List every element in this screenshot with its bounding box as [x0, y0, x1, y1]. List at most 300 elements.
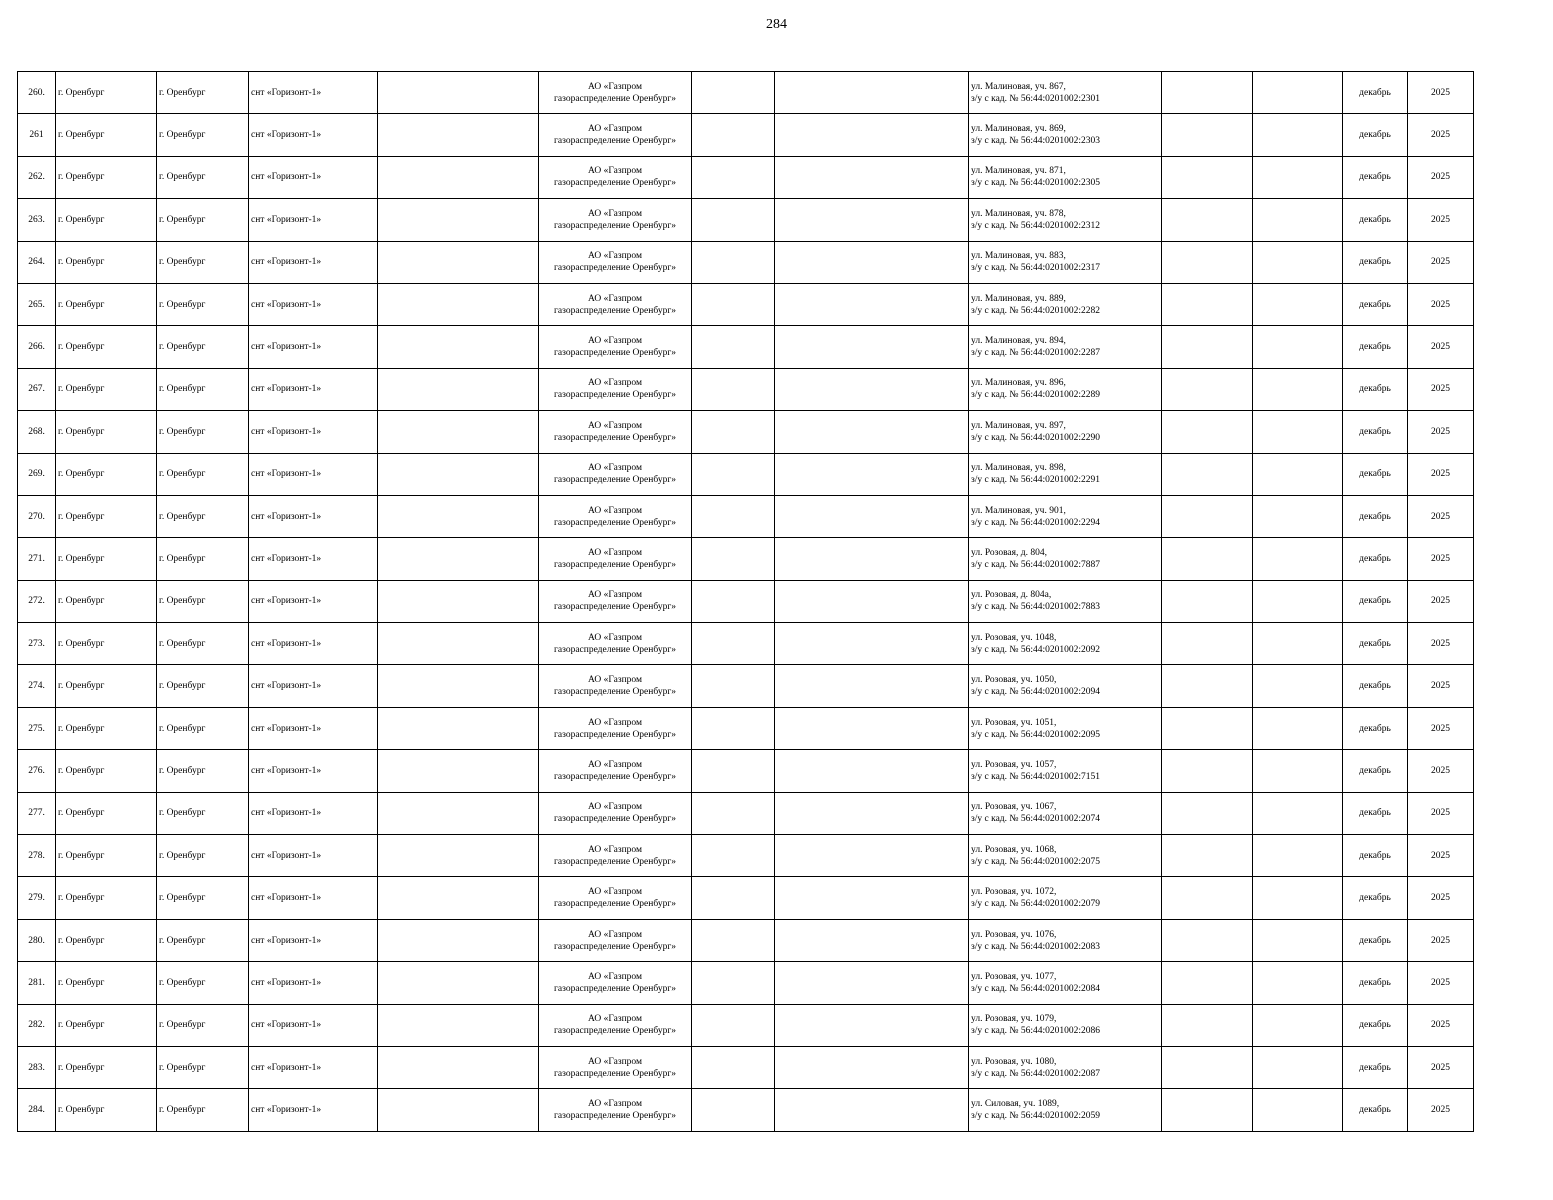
- month-cell: декабрь: [1343, 962, 1408, 1004]
- table-body: [18, 72, 1474, 1132]
- month-cell: декабрь: [1343, 495, 1408, 537]
- month-cell: декабрь: [1343, 368, 1408, 410]
- empty-cell: [378, 1046, 539, 1088]
- year-cell: 2025: [1408, 919, 1474, 961]
- table-row: [18, 495, 1474, 537]
- row-number: 262.: [18, 156, 56, 198]
- year-cell: 2025: [1408, 241, 1474, 283]
- organization-line-2: газораспределение Оренбург»: [554, 517, 676, 528]
- empty-cell: [378, 707, 539, 749]
- empty-cell: [692, 792, 775, 834]
- settlement-cell: снт «Горизонт-1»: [249, 326, 378, 368]
- month-cell: декабрь: [1343, 707, 1408, 749]
- empty-cell: [378, 877, 539, 919]
- empty-cell: [378, 750, 539, 792]
- settlement-cell: снт «Горизонт-1»: [249, 665, 378, 707]
- address-line-2: з/у с кад. № 56:44:0201002:2094: [971, 687, 1100, 698]
- empty-cell: [1253, 156, 1343, 198]
- organization-line-2: газораспределение Оренбург»: [554, 305, 676, 316]
- address-cell: [969, 1089, 1162, 1131]
- organization-line-1: АО «Газпром: [587, 844, 642, 855]
- empty-cell: [1253, 326, 1343, 368]
- address-cell: [969, 495, 1162, 537]
- locality-cell: г. Оренбург: [157, 792, 249, 834]
- locality-cell: г. Оренбург: [157, 623, 249, 665]
- empty-cell: [1253, 623, 1343, 665]
- empty-cell: [1253, 72, 1343, 114]
- empty-cell: [775, 792, 969, 834]
- address-cell: [969, 580, 1162, 622]
- settlement-cell: снт «Горизонт-1»: [249, 411, 378, 453]
- address-cell: [969, 368, 1162, 410]
- settlement-cell: снт «Горизонт-1»: [249, 72, 378, 114]
- empty-cell: [775, 750, 969, 792]
- month-cell: декабрь: [1343, 114, 1408, 156]
- address-line-2: з/у с кад. № 56:44:0201002:2092: [971, 644, 1100, 655]
- month-cell: декабрь: [1343, 241, 1408, 283]
- empty-cell: [378, 792, 539, 834]
- address-cell: [969, 707, 1162, 749]
- district-cell: г. Оренбург: [56, 368, 157, 410]
- year-cell: 2025: [1408, 368, 1474, 410]
- year-cell: 2025: [1408, 114, 1474, 156]
- organization-line-1: АО «Газпром: [587, 759, 642, 770]
- address-line-2: з/у с кад. № 56:44:0201002:7883: [971, 602, 1100, 613]
- settlement-cell: снт «Горизонт-1»: [249, 241, 378, 283]
- month-cell: декабрь: [1343, 72, 1408, 114]
- address-cell: [969, 1004, 1162, 1046]
- empty-cell: [1253, 453, 1343, 495]
- district-cell: г. Оренбург: [56, 623, 157, 665]
- empty-cell: [378, 368, 539, 410]
- empty-cell: [775, 665, 969, 707]
- organization-line-2: газораспределение Оренбург»: [554, 1026, 676, 1037]
- locality-cell: г. Оренбург: [157, 877, 249, 919]
- address-cell: [969, 114, 1162, 156]
- empty-cell: [1162, 411, 1253, 453]
- locality-cell: г. Оренбург: [157, 411, 249, 453]
- organization-line-2: газораспределение Оренбург»: [554, 390, 676, 401]
- organization-cell: [539, 1089, 692, 1131]
- organization-line-1: АО «Газпром: [587, 124, 642, 135]
- organization-line-1: АО «Газпром: [587, 632, 642, 643]
- organization-cell: [539, 877, 692, 919]
- settlement-cell: снт «Горизонт-1»: [249, 1089, 378, 1131]
- year-cell: 2025: [1408, 792, 1474, 834]
- empty-cell: [692, 411, 775, 453]
- row-number: 270.: [18, 495, 56, 537]
- organization-cell: [539, 835, 692, 877]
- empty-cell: [1253, 114, 1343, 156]
- empty-cell: [378, 495, 539, 537]
- empty-cell: [1253, 411, 1343, 453]
- empty-cell: [775, 72, 969, 114]
- district-cell: г. Оренбург: [56, 156, 157, 198]
- organization-line-1: АО «Газпром: [587, 293, 642, 304]
- address-line-1: ул. Розовая, уч. 1048,: [971, 632, 1057, 643]
- empty-cell: [775, 623, 969, 665]
- empty-cell: [378, 1089, 539, 1131]
- row-number: 268.: [18, 411, 56, 453]
- row-number: 277.: [18, 792, 56, 834]
- year-cell: 2025: [1408, 495, 1474, 537]
- row-number: 267.: [18, 368, 56, 410]
- organization-line-1: АО «Газпром: [587, 802, 642, 813]
- month-cell: декабрь: [1343, 453, 1408, 495]
- organization-cell: [539, 326, 692, 368]
- address-cell: [969, 283, 1162, 325]
- empty-cell: [775, 1046, 969, 1088]
- empty-cell: [378, 962, 539, 1004]
- organization-line-2: газораспределение Оренбург»: [554, 136, 676, 147]
- address-cell: [969, 1046, 1162, 1088]
- empty-cell: [692, 1004, 775, 1046]
- empty-cell: [692, 623, 775, 665]
- empty-cell: [692, 241, 775, 283]
- empty-cell: [378, 538, 539, 580]
- settlement-cell: снт «Горизонт-1»: [249, 156, 378, 198]
- organization-cell: [539, 792, 692, 834]
- address-cell: [969, 453, 1162, 495]
- year-cell: 2025: [1408, 326, 1474, 368]
- district-cell: г. Оренбург: [56, 707, 157, 749]
- row-number: 284.: [18, 1089, 56, 1131]
- organization-line-2: газораспределение Оренбург»: [554, 93, 676, 104]
- address-line-1: ул. Розовая, уч. 1076,: [971, 929, 1057, 940]
- settlement-cell: снт «Горизонт-1»: [249, 962, 378, 1004]
- organization-line-1: АО «Газпром: [587, 166, 642, 177]
- locality-cell: г. Оренбург: [157, 114, 249, 156]
- address-cell: [969, 538, 1162, 580]
- empty-cell: [692, 495, 775, 537]
- table-row: [18, 199, 1474, 241]
- address-line-2: з/у с кад. № 56:44:0201002:2086: [971, 1026, 1100, 1037]
- organization-line-1: АО «Газпром: [587, 547, 642, 558]
- month-cell: декабрь: [1343, 835, 1408, 877]
- address-cell: [969, 962, 1162, 1004]
- settlement-cell: снт «Горизонт-1»: [249, 919, 378, 961]
- empty-cell: [1253, 707, 1343, 749]
- address-cell: [969, 877, 1162, 919]
- address-line-1: ул. Розовая, уч. 1067,: [971, 802, 1057, 813]
- address-line-1: ул. Розовая, уч. 1050,: [971, 675, 1057, 686]
- district-cell: г. Оренбург: [56, 1004, 157, 1046]
- organization-line-2: газораспределение Оренбург»: [554, 644, 676, 655]
- row-number: 271.: [18, 538, 56, 580]
- year-cell: 2025: [1408, 156, 1474, 198]
- address-line-2: з/у с кад. № 56:44:0201002:2084: [971, 983, 1100, 994]
- empty-cell: [1162, 495, 1253, 537]
- organization-line-1: АО «Газпром: [587, 463, 642, 474]
- empty-cell: [1162, 453, 1253, 495]
- empty-cell: [692, 156, 775, 198]
- organization-line-1: АО «Газпром: [587, 420, 642, 431]
- locality-cell: г. Оренбург: [157, 72, 249, 114]
- address-cell: [969, 411, 1162, 453]
- table-row: [18, 538, 1474, 580]
- month-cell: декабрь: [1343, 877, 1408, 919]
- page-number: 284: [766, 17, 787, 32]
- district-cell: г. Оренбург: [56, 411, 157, 453]
- locality-cell: г. Оренбург: [157, 1004, 249, 1046]
- empty-cell: [775, 1089, 969, 1131]
- row-number: 269.: [18, 453, 56, 495]
- table-row: [18, 877, 1474, 919]
- organization-line-2: газораспределение Оренбург»: [554, 263, 676, 274]
- empty-cell: [1253, 495, 1343, 537]
- month-cell: декабрь: [1343, 199, 1408, 241]
- locality-cell: г. Оренбург: [157, 750, 249, 792]
- settlement-cell: снт «Горизонт-1»: [249, 453, 378, 495]
- settlement-cell: снт «Горизонт-1»: [249, 538, 378, 580]
- table-row: [18, 750, 1474, 792]
- empty-cell: [1253, 199, 1343, 241]
- address-line-2: з/у с кад. № 56:44:0201002:2317: [971, 263, 1100, 274]
- empty-cell: [1162, 665, 1253, 707]
- empty-cell: [378, 453, 539, 495]
- empty-cell: [1253, 241, 1343, 283]
- empty-cell: [775, 199, 969, 241]
- district-cell: г. Оренбург: [56, 835, 157, 877]
- empty-cell: [692, 665, 775, 707]
- month-cell: декабрь: [1343, 919, 1408, 961]
- district-cell: г. Оренбург: [56, 750, 157, 792]
- empty-cell: [378, 326, 539, 368]
- locality-cell: г. Оренбург: [157, 199, 249, 241]
- settlement-cell: снт «Горизонт-1»: [249, 792, 378, 834]
- table-row: [18, 962, 1474, 1004]
- row-number: 283.: [18, 1046, 56, 1088]
- empty-cell: [692, 199, 775, 241]
- empty-cell: [775, 919, 969, 961]
- organization-line-1: АО «Газпром: [587, 81, 642, 92]
- empty-cell: [1162, 877, 1253, 919]
- table-row: [18, 835, 1474, 877]
- locality-cell: г. Оренбург: [157, 156, 249, 198]
- month-cell: декабрь: [1343, 665, 1408, 707]
- year-cell: 2025: [1408, 707, 1474, 749]
- empty-cell: [378, 411, 539, 453]
- row-number: 279.: [18, 877, 56, 919]
- empty-cell: [1162, 792, 1253, 834]
- address-line-1: ул. Малиновая, уч. 897,: [971, 420, 1066, 431]
- empty-cell: [692, 707, 775, 749]
- organization-line-2: газораспределение Оренбург»: [554, 559, 676, 570]
- month-cell: декабрь: [1343, 750, 1408, 792]
- table-row: [18, 241, 1474, 283]
- empty-cell: [775, 241, 969, 283]
- empty-cell: [775, 962, 969, 1004]
- settlement-cell: снт «Горизонт-1»: [249, 114, 378, 156]
- empty-cell: [775, 835, 969, 877]
- table-row: [18, 1004, 1474, 1046]
- organization-cell: [539, 538, 692, 580]
- empty-cell: [378, 199, 539, 241]
- organization-line-2: газораспределение Оренбург»: [554, 178, 676, 189]
- address-cell: [969, 623, 1162, 665]
- table-row: [18, 411, 1474, 453]
- address-line-1: ул. Розовая, уч. 1079,: [971, 1014, 1057, 1025]
- address-line-2: з/у с кад. № 56:44:0201002:2312: [971, 220, 1100, 231]
- locality-cell: г. Оренбург: [157, 919, 249, 961]
- locality-cell: г. Оренбург: [157, 580, 249, 622]
- empty-cell: [775, 114, 969, 156]
- empty-cell: [378, 241, 539, 283]
- month-cell: декабрь: [1343, 411, 1408, 453]
- empty-cell: [1253, 1089, 1343, 1131]
- organization-cell: [539, 750, 692, 792]
- address-cell: [969, 665, 1162, 707]
- address-line-2: з/у с кад. № 56:44:0201002:2305: [971, 178, 1100, 189]
- empty-cell: [1162, 707, 1253, 749]
- year-cell: 2025: [1408, 835, 1474, 877]
- empty-cell: [378, 919, 539, 961]
- row-number: 273.: [18, 623, 56, 665]
- organization-line-2: газораспределение Оренбург»: [554, 899, 676, 910]
- organization-line-1: АО «Газпром: [587, 887, 642, 898]
- table-row: [18, 156, 1474, 198]
- address-line-1: ул. Розовая, уч. 1051,: [971, 717, 1057, 728]
- address-line-1: ул. Розовая, д. 804а,: [971, 590, 1052, 601]
- month-cell: декабрь: [1343, 580, 1408, 622]
- settlement-cell: снт «Горизонт-1»: [249, 283, 378, 325]
- organization-cell: [539, 72, 692, 114]
- row-number: 266.: [18, 326, 56, 368]
- empty-cell: [775, 1004, 969, 1046]
- organization-line-1: АО «Газпром: [587, 675, 642, 686]
- year-cell: 2025: [1408, 72, 1474, 114]
- organization-line-2: газораспределение Оренбург»: [554, 983, 676, 994]
- year-cell: 2025: [1408, 538, 1474, 580]
- address-line-1: ул. Малиновая, уч. 894,: [971, 336, 1066, 347]
- year-cell: 2025: [1408, 877, 1474, 919]
- month-cell: декабрь: [1343, 326, 1408, 368]
- row-number: 280.: [18, 919, 56, 961]
- empty-cell: [775, 156, 969, 198]
- organization-line-1: АО «Газпром: [587, 1099, 642, 1110]
- month-cell: декабрь: [1343, 283, 1408, 325]
- year-cell: 2025: [1408, 962, 1474, 1004]
- empty-cell: [775, 453, 969, 495]
- organization-line-1: АО «Газпром: [587, 505, 642, 516]
- district-cell: г. Оренбург: [56, 877, 157, 919]
- empty-cell: [378, 283, 539, 325]
- address-line-2: з/у с кад. № 56:44:0201002:2059: [971, 1111, 1100, 1122]
- empty-cell: [1253, 1004, 1343, 1046]
- year-cell: 2025: [1408, 1089, 1474, 1131]
- row-number: 278.: [18, 835, 56, 877]
- address-line-1: ул. Розовая, уч. 1057,: [971, 759, 1057, 770]
- empty-cell: [1162, 72, 1253, 114]
- organization-cell: [539, 962, 692, 1004]
- organization-cell: [539, 156, 692, 198]
- empty-cell: [775, 326, 969, 368]
- table-row: [18, 1046, 1474, 1088]
- organization-line-2: газораспределение Оренбург»: [554, 220, 676, 231]
- year-cell: 2025: [1408, 1004, 1474, 1046]
- empty-cell: [1253, 538, 1343, 580]
- row-number: 263.: [18, 199, 56, 241]
- address-line-2: з/у с кад. № 56:44:0201002:2287: [971, 348, 1100, 359]
- empty-cell: [378, 1004, 539, 1046]
- empty-cell: [775, 538, 969, 580]
- address-line-2: з/у с кад. № 56:44:0201002:2303: [971, 136, 1100, 147]
- address-line-2: з/у с кад. № 56:44:0201002:2095: [971, 729, 1100, 740]
- row-number: 282.: [18, 1004, 56, 1046]
- registry-table: [17, 71, 1474, 1132]
- address-line-1: ул. Розовая, д. 804,: [971, 547, 1047, 558]
- empty-cell: [775, 368, 969, 410]
- month-cell: декабрь: [1343, 1089, 1408, 1131]
- empty-cell: [775, 283, 969, 325]
- organization-cell: [539, 368, 692, 410]
- settlement-cell: снт «Горизонт-1»: [249, 495, 378, 537]
- settlement-cell: снт «Горизонт-1»: [249, 707, 378, 749]
- year-cell: 2025: [1408, 580, 1474, 622]
- address-cell: [969, 835, 1162, 877]
- locality-cell: г. Оренбург: [157, 241, 249, 283]
- address-line-2: з/у с кад. № 56:44:0201002:2282: [971, 305, 1100, 316]
- address-line-2: з/у с кад. № 56:44:0201002:2074: [971, 814, 1100, 825]
- locality-cell: г. Оренбург: [157, 495, 249, 537]
- empty-cell: [378, 835, 539, 877]
- organization-line-2: газораспределение Оренбург»: [554, 771, 676, 782]
- empty-cell: [1253, 877, 1343, 919]
- empty-cell: [1162, 962, 1253, 1004]
- organization-line-1: АО «Газпром: [587, 208, 642, 219]
- empty-cell: [1162, 835, 1253, 877]
- address-line-1: ул. Розовая, уч. 1072,: [971, 887, 1057, 898]
- district-cell: г. Оренбург: [56, 326, 157, 368]
- district-cell: г. Оренбург: [56, 72, 157, 114]
- organization-line-2: газораспределение Оренбург»: [554, 432, 676, 443]
- table-row: [18, 326, 1474, 368]
- organization-cell: [539, 623, 692, 665]
- address-line-2: з/у с кад. № 56:44:0201002:2290: [971, 432, 1100, 443]
- row-number: 272.: [18, 580, 56, 622]
- district-cell: г. Оренбург: [56, 919, 157, 961]
- empty-cell: [692, 750, 775, 792]
- locality-cell: г. Оренбург: [157, 453, 249, 495]
- address-line-1: ул. Малиновая, уч. 889,: [971, 293, 1066, 304]
- address-cell: [969, 326, 1162, 368]
- empty-cell: [692, 326, 775, 368]
- organization-cell: [539, 283, 692, 325]
- address-line-2: з/у с кад. № 56:44:0201002:7887: [971, 559, 1100, 570]
- empty-cell: [1253, 962, 1343, 1004]
- address-line-1: ул. Малиновая, уч. 883,: [971, 251, 1066, 262]
- empty-cell: [775, 580, 969, 622]
- organization-cell: [539, 707, 692, 749]
- empty-cell: [692, 962, 775, 1004]
- address-cell: [969, 919, 1162, 961]
- year-cell: 2025: [1408, 411, 1474, 453]
- row-number: 274.: [18, 665, 56, 707]
- address-line-2: з/у с кад. № 56:44:0201002:2075: [971, 856, 1100, 867]
- address-cell: [969, 750, 1162, 792]
- district-cell: г. Оренбург: [56, 453, 157, 495]
- empty-cell: [1162, 241, 1253, 283]
- organization-cell: [539, 495, 692, 537]
- settlement-cell: снт «Горизонт-1»: [249, 835, 378, 877]
- table-row: [18, 114, 1474, 156]
- empty-cell: [1162, 1089, 1253, 1131]
- row-number: 261: [18, 114, 56, 156]
- settlement-cell: снт «Горизонт-1»: [249, 623, 378, 665]
- address-line-2: з/у с кад. № 56:44:0201002:2083: [971, 941, 1100, 952]
- empty-cell: [692, 1089, 775, 1131]
- settlement-cell: снт «Горизонт-1»: [249, 877, 378, 919]
